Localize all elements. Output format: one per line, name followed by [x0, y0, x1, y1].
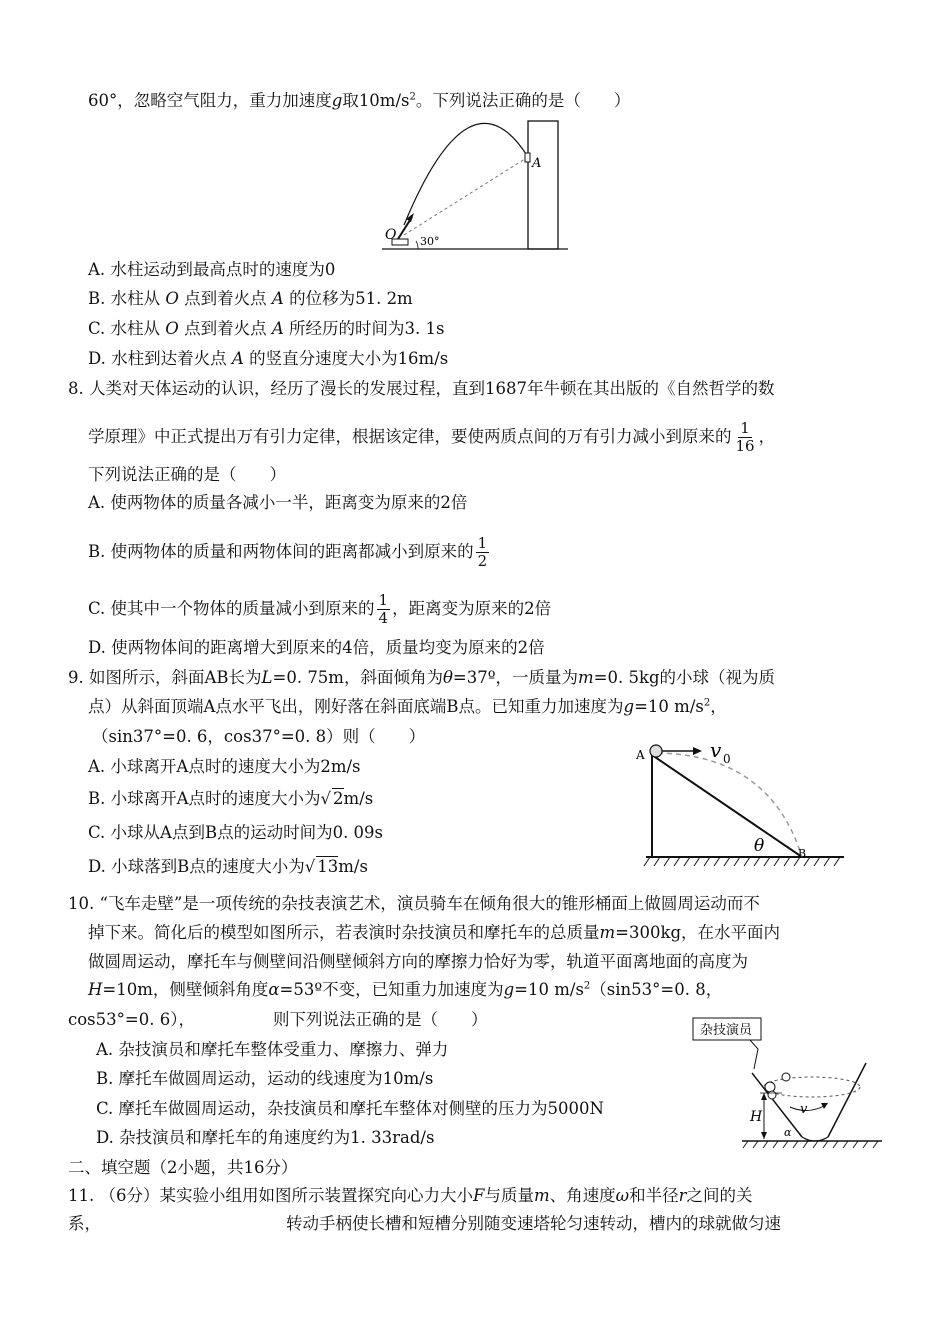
- superscript: 2: [703, 697, 711, 709]
- arrow-head: [821, 1103, 828, 1109]
- label-H: H: [750, 1109, 763, 1125]
- text: 掉下来。简化后的模型如图所示，若表演时杂技演员和摩托车的总质量: [88, 923, 600, 942]
- text: C. 使其中一个物体的质量减小到原来的: [88, 599, 375, 618]
- denominator: 2: [477, 552, 488, 570]
- q11-stem-line2: [68, 1213, 781, 1235]
- cone-wall-left: [752, 1073, 802, 1137]
- angle-arc: [416, 241, 418, 249]
- fraction-1-16: [734, 420, 757, 455]
- cone-wall-right: [828, 1063, 866, 1137]
- q7-water-jet-figure: [370, 115, 570, 255]
- text: =300kg，在水平面内: [615, 923, 781, 942]
- text: 所经历的时间为3. 1s: [288, 319, 445, 338]
- incline-slope: [652, 755, 802, 857]
- numerator: 1: [378, 591, 389, 609]
- ground-hatching: [644, 857, 840, 866]
- q8-stem-line1: 8. 人类对天体运动的认识，经历了漫长的发展过程，直到1687年牛顿在其出版的《自然哲学的数: [68, 379, 775, 398]
- q9-stem-line2: [88, 696, 727, 718]
- arrow-head: [693, 747, 702, 755]
- sqrt-radicand: 2: [333, 789, 344, 808]
- building-wall: [528, 121, 558, 249]
- symbol-O: O: [165, 319, 179, 338]
- q9-option-b: B. 小球离开A点时的速度大小为√ 2m/s: [88, 789, 374, 808]
- q7-option-b: [88, 288, 413, 310]
- symbol-A: A: [271, 289, 284, 308]
- q7-option-c: [88, 318, 444, 340]
- symbol-omega: ω: [615, 1186, 630, 1205]
- symbol-L: L: [261, 668, 273, 687]
- section-2-title: 二、填空题（2小题，共16分）: [68, 1158, 298, 1177]
- symbol-A: A: [271, 319, 284, 338]
- fraction-1-4: [377, 592, 391, 627]
- q8-stem-line3: 下列说法正确的是（ ）: [88, 465, 286, 484]
- label-B: B: [798, 847, 807, 860]
- q10-stem-line1: 10. “飞车走壁”是一项传统的杂技表演艺术，演员骑车在倾角很大的锥形桶面上做圆周运动而不: [68, 894, 760, 913]
- text: 转动手柄使长槽和短槽分别随变速塔轮匀速转动，槽内的球就做匀速: [286, 1214, 781, 1233]
- text: cos53°=0. 6），: [68, 1010, 195, 1029]
- text: 和半径: [629, 1186, 679, 1205]
- label-v-subscript: 0: [723, 752, 731, 766]
- text: =10 m/s: [634, 697, 704, 716]
- q10-option-d: D. 杂技演员和摩托车的角速度约为1. 33rad/s: [96, 1128, 435, 1147]
- displacement-line: [404, 157, 528, 235]
- text: =10m，侧壁倾斜角度: [102, 980, 269, 999]
- text: m/s: [343, 789, 374, 808]
- text: 的位移为51. 2m: [289, 289, 413, 308]
- label-alpha: α: [784, 1126, 792, 1139]
- superscript: 2: [409, 91, 416, 103]
- label-theta: θ: [754, 836, 765, 856]
- fire-point-marker: [525, 153, 530, 162]
- label-A: A: [636, 748, 645, 762]
- q10-stem-line4: [88, 979, 722, 1001]
- q10-option-b: B. 摩托车做圆周运动，运动的线速度为10m/s: [96, 1069, 434, 1088]
- q10-stem-line2: [88, 922, 780, 944]
- text: 9. 如图所示，斜面AB长为: [68, 668, 262, 687]
- q9-option-c: C. 小球从A点到B点的运动时间为0. 09s: [88, 823, 384, 842]
- symbol-m: m: [599, 923, 616, 942]
- circular-track: [764, 1077, 860, 1097]
- q8-option-b: [88, 535, 491, 570]
- q9-option-d: D. 小球落到B点的速度大小为√ 13m/s: [88, 857, 368, 876]
- q9-stem-line3: （sin37°=0. 6，cos37°=0. 8）则（ ）: [92, 727, 426, 746]
- q7-stem: [88, 90, 630, 112]
- q7-stem-part: 60°，忽略空气阻力，重力加速度: [88, 91, 332, 110]
- q7-option-d: [88, 348, 448, 370]
- water-trajectory: [404, 123, 528, 225]
- symbol-A: A: [231, 349, 244, 368]
- text: 则下列说法正确的是（ ）: [272, 1010, 488, 1029]
- numerator: 1: [477, 534, 488, 552]
- label-v: v: [800, 1102, 808, 1117]
- text: C. 水柱从: [88, 319, 161, 338]
- bike-wheel: [768, 1091, 776, 1099]
- text: 、角速度: [549, 1186, 616, 1205]
- text: =53º不变，已知重力加速度为: [279, 980, 504, 999]
- text: =37º，一质量为: [452, 668, 578, 687]
- q10-stem-line5: [68, 1009, 487, 1031]
- sqrt-radicand: 13: [317, 857, 339, 876]
- text: 点到着火点: [184, 289, 267, 308]
- q9-incline-figure: [630, 735, 850, 870]
- q10-stem-line3: 做圆周运动，摩托车与侧壁间沿侧壁倾斜方向的摩擦力恰好为零，轨道平面离地面的高度为: [88, 952, 748, 971]
- q9-option-a: A. 小球离开A点时的速度大小为2m/s: [88, 757, 361, 776]
- ball: [650, 745, 662, 757]
- text: 的竖直分速度大小为16m/s: [249, 349, 449, 368]
- ground-hatching: [743, 1141, 878, 1148]
- q8-option-c: [88, 592, 551, 627]
- q9-stem-line1: [68, 667, 775, 689]
- symbol-m: m: [578, 668, 594, 687]
- symbol-g: g: [623, 697, 635, 716]
- symbol-g: g: [331, 91, 343, 110]
- text: =0. 5kg的小球（视为质: [593, 668, 776, 687]
- text: 之间的关: [686, 1186, 753, 1205]
- text: 系，: [68, 1214, 101, 1233]
- text: B. 水柱从: [88, 289, 161, 308]
- q8-stem-line2: [88, 420, 775, 455]
- label-O: O: [385, 227, 397, 243]
- denominator: 16: [735, 437, 755, 455]
- arrow-head: [761, 1093, 767, 1100]
- text: 点到着火点: [184, 319, 267, 338]
- text: D. 小球落到B点的速度大小为: [88, 857, 305, 876]
- text: ，距离变为原来的2倍: [392, 599, 552, 618]
- q8-option-a: A. 使两物体的质量各减小一半，距离变为原来的2倍: [88, 493, 468, 512]
- text: ，: [710, 697, 727, 716]
- text: （sin53°=0. 8，: [590, 980, 723, 999]
- text: B. 小球离开A点时的速度大小为: [88, 789, 321, 808]
- q7-option-a: A. 水柱运动到最高点时的速度为0: [88, 260, 336, 279]
- text: 11. （6分）某实验小组用如图所示装置探究向心力大小: [68, 1186, 473, 1205]
- q8-option-d: D. 使两物体间的距离增大到原来的4倍，质量均变为原来的2倍: [88, 638, 545, 657]
- symbol-O: O: [165, 289, 179, 308]
- q11-stem-line1: [68, 1185, 752, 1207]
- label-v: v: [710, 738, 722, 762]
- label-A: A: [532, 156, 542, 171]
- fraction-1-2: [476, 535, 490, 570]
- text: 与质量: [484, 1186, 534, 1205]
- text: D. 水柱到达着火点: [88, 349, 227, 368]
- text: 学原理》中正式提出万有引力定律，根据该定律，要使两质点间的万有引力减小到原来的: [88, 427, 732, 446]
- text: 点）从斜面顶端A点水平飞出，刚好落在斜面底端B点。已知重力加速度为: [88, 697, 624, 716]
- symbol-m: m: [533, 1186, 550, 1205]
- superscript: 2: [583, 980, 591, 992]
- numerator: 1: [740, 419, 750, 437]
- symbol-g: g: [503, 980, 515, 999]
- text: =0. 75m，斜面倾角为: [272, 668, 443, 687]
- symbol-theta: θ: [442, 668, 453, 687]
- q10-cone-figure: [690, 1015, 890, 1155]
- text: B. 使两物体的质量和两物体间的距离都减小到原来的: [88, 542, 474, 561]
- bike-wheel: [765, 1082, 775, 1092]
- symbol-F: F: [472, 1186, 485, 1205]
- velocity-arc: [790, 1105, 826, 1111]
- label-angle: 30°: [420, 235, 440, 248]
- text: =10 m/s: [514, 980, 584, 999]
- rider-head: [782, 1073, 790, 1081]
- symbol-r: r: [678, 1186, 687, 1205]
- callout-pointer: [750, 1040, 758, 1069]
- q10-option-a: A. 杂技演员和摩托车整体受重力、摩擦力、弹力: [96, 1040, 449, 1059]
- q7-stem-part: 。下列说法正确的是（ ）: [415, 91, 631, 110]
- label-performer: 杂技演员: [700, 1023, 753, 1038]
- text: m/s: [338, 857, 368, 876]
- arrow-head: [761, 1132, 767, 1139]
- symbol-H: H: [88, 980, 103, 999]
- text: ，: [758, 427, 776, 446]
- symbol-alpha: α: [268, 980, 280, 999]
- q10-option-c: C. 摩托车做圆周运动，杂技演员和摩托车整体对侧壁的压力为5000N: [96, 1099, 604, 1118]
- denominator: 4: [378, 609, 389, 627]
- q7-stem-part: 取10m/s: [342, 91, 410, 110]
